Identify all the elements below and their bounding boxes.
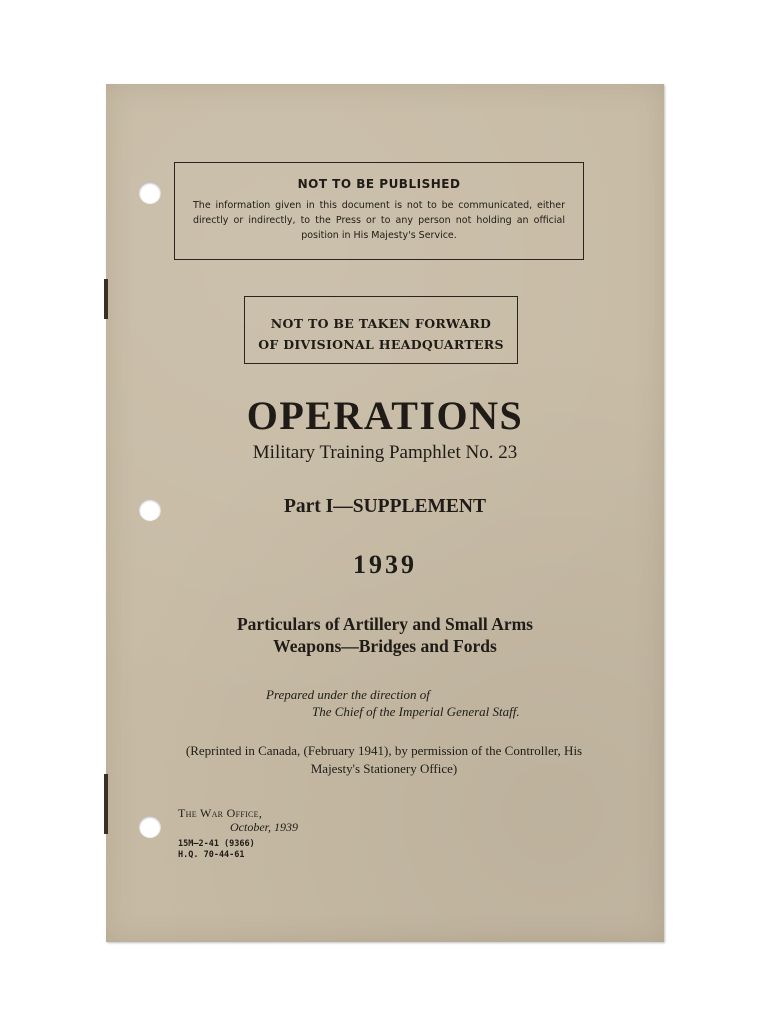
- pamphlet-cover: [106, 84, 664, 942]
- punch-hole: [139, 182, 161, 204]
- print-codes: [178, 839, 255, 861]
- pamphlet-subtitle: Military Training Pamphlet No. 23: [252, 442, 518, 463]
- document-title: OPERATIONS: [246, 393, 524, 438]
- binding-mark: [104, 279, 108, 319]
- reprint-note: (Reprinted in Canada, (February 1941), by permission of the Controller, His Majesty's Stationery Office): [185, 743, 583, 776]
- particulars-line-2: Weapons—Bridges and Fords: [273, 636, 497, 656]
- forward-line-1: NOT TO BE TAKEN FORWARD: [270, 316, 492, 331]
- office-name: The War Office,: [178, 806, 263, 820]
- not-to-be-published-box: [174, 162, 584, 260]
- particulars-line-1: Particulars of Artillery and Small Arms: [236, 614, 533, 634]
- imprint-date: October, 1939: [230, 820, 298, 834]
- punch-hole: [139, 816, 161, 838]
- forward-line-2: OF DIVISIONAL HEADQUARTERS: [258, 337, 504, 352]
- notice-body: The information given in this document is not to be communicated, either directly or indirectly, to the Press or to any person not holding an official position in His Majesty's Service.: [193, 200, 565, 241]
- print-code-2: H.Q. 70-44-61: [178, 850, 245, 860]
- prepared-line-2: The Chief of the Imperial General Staff.: [312, 704, 520, 719]
- binding-mark: [104, 774, 108, 834]
- publication-year: 1939: [353, 550, 417, 579]
- notice-heading: NOT TO BE PUBLISHED: [297, 177, 461, 191]
- particulars-heading: [106, 613, 664, 657]
- print-code-1: 15M—2-41 (9366): [178, 839, 255, 849]
- prepared-line-1: Prepared under the direction of: [266, 687, 430, 702]
- part-heading: Part I—SUPPLEMENT: [283, 496, 487, 517]
- imprint-office: [178, 806, 298, 834]
- forward-restriction-box: [244, 296, 518, 364]
- prepared-by: [266, 686, 520, 720]
